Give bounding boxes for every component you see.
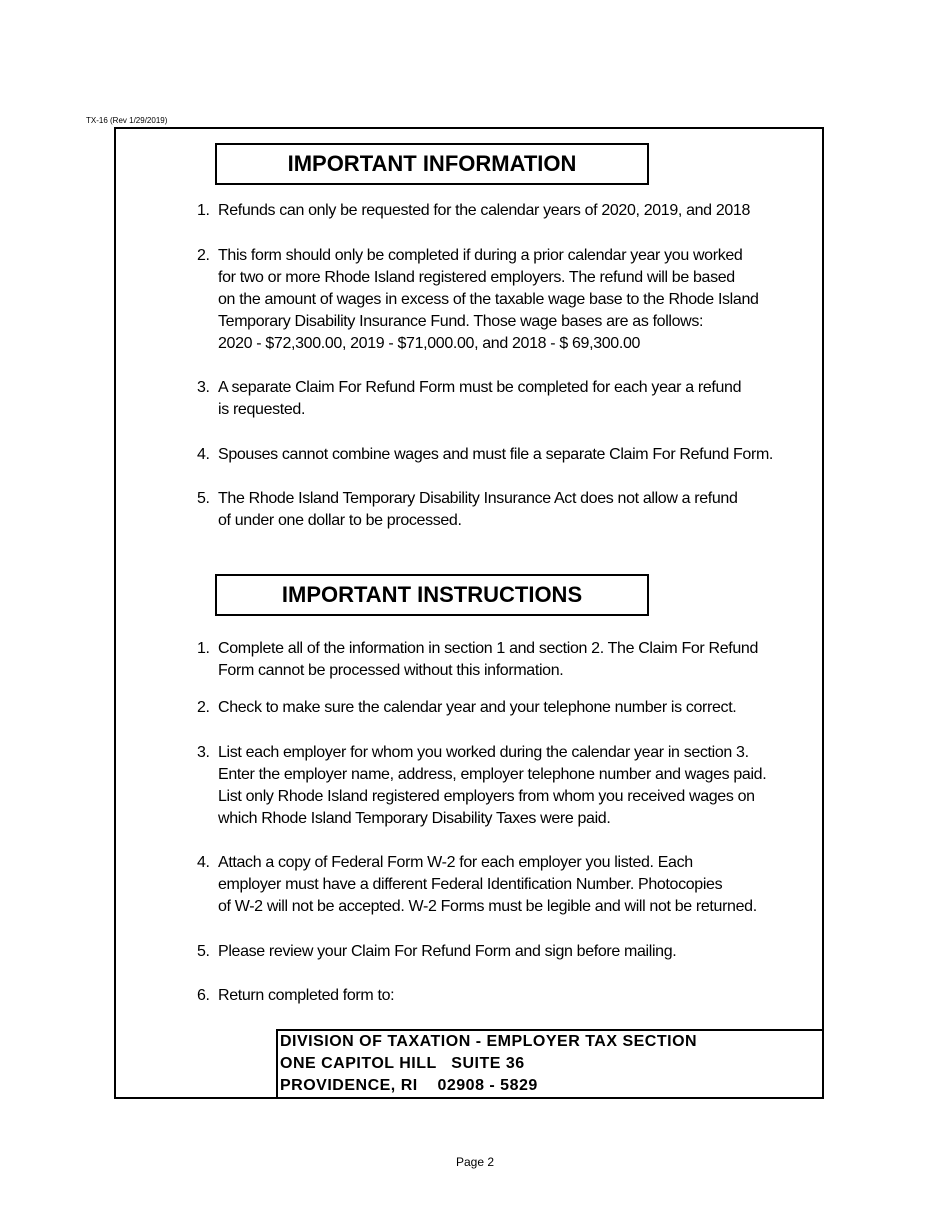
item-number: 5.	[197, 943, 210, 960]
instruction-item-4	[197, 852, 817, 918]
item-number: 2.	[197, 699, 210, 716]
item-text-line: on the amount of wages in excess of the taxable wage base to the Rhode Island	[218, 291, 759, 308]
item-number: 3.	[197, 379, 210, 396]
item-text-line: Form cannot be processed without this information.	[218, 662, 564, 679]
item-text-line: List each employer for whom you worked during the calendar year in section 3.	[218, 744, 749, 761]
item-number: 3.	[197, 744, 210, 761]
instruction-item-6	[197, 985, 817, 1007]
item-text-line: of W-2 will not be accepted. W-2 Forms must be legible and will not be returned.	[218, 898, 757, 915]
item-text-line: of under one dollar to be processed.	[218, 512, 462, 529]
item-text-line: which Rhode Island Temporary Disability Taxes were paid.	[218, 810, 611, 827]
item-number: 1.	[197, 640, 210, 657]
important-information-heading: IMPORTANT INFORMATION	[215, 143, 649, 185]
item-text-line: Refunds can only be requested for the calendar years of 2020, 2019, and 2018	[218, 202, 751, 219]
item-text-line: List only Rhode Island registered employers from whom you received wages on	[218, 788, 755, 805]
item-text-line: Attach a copy of Federal Form W-2 for each employer you listed. Each	[218, 854, 693, 871]
item-text-line: Check to make sure the calendar year and your telephone number is correct.	[218, 699, 737, 716]
information-item-2	[197, 245, 817, 355]
form-page-frame	[114, 127, 824, 1099]
information-item-5	[197, 488, 817, 532]
mailing-address-box	[276, 1029, 824, 1097]
page-number: Page 2	[455, 1155, 495, 1169]
instruction-item-3	[197, 742, 817, 830]
item-text-line: A separate Claim For Refund Form must be completed for each year a refund	[218, 379, 742, 396]
form-revision-id: TX-16 (Rev 1/29/2019)	[86, 116, 168, 125]
item-number: 1.	[197, 202, 210, 219]
important-instructions-heading: IMPORTANT INSTRUCTIONS	[215, 574, 649, 616]
item-text-line: Temporary Disability Insurance Fund. Those wage bases are as follows:	[218, 313, 704, 330]
instruction-item-2	[197, 697, 817, 719]
item-text-line: This form should only be completed if during a prior calendar year you worked	[218, 247, 743, 264]
item-text-line: Spouses cannot combine wages and must file a separate Claim For Refund Form.	[218, 446, 774, 463]
instruction-item-1	[197, 638, 817, 682]
item-text-line: is requested.	[218, 401, 306, 418]
instruction-item-5	[197, 941, 817, 963]
item-number: 6.	[197, 987, 210, 1004]
item-text-line: The Rhode Island Temporary Disability Insurance Act does not allow a refund	[218, 490, 738, 507]
address-line-2: ONE CAPITOL HILL SUITE 36	[280, 1055, 525, 1072]
address-line-1: DIVISION OF TAXATION - EMPLOYER TAX SECTION	[280, 1033, 698, 1050]
item-text-line: employer must have a different Federal Identification Number. Photocopies	[218, 876, 723, 893]
item-number: 2.	[197, 247, 210, 264]
item-number: 4.	[197, 854, 210, 871]
information-item-4	[197, 444, 817, 466]
information-item-1	[197, 200, 817, 222]
item-text-line: Return completed form to:	[218, 987, 395, 1004]
item-number: 5.	[197, 490, 210, 507]
address-line-3: PROVIDENCE, RI 02908 - 5829	[280, 1077, 538, 1094]
information-item-3	[197, 377, 817, 421]
item-number: 4.	[197, 446, 210, 463]
item-text-line: Complete all of the information in section 1 and section 2. The Claim For Refund	[218, 640, 759, 657]
item-text-line: 2020 - $72,300.00, 2019 - $71,000.00, and 2018 - $ 69,300.00	[218, 335, 641, 352]
item-text-line: for two or more Rhode Island registered employers. The refund will be based	[218, 269, 735, 286]
item-text-line: Please review your Claim For Refund Form and sign before mailing.	[218, 943, 677, 960]
item-text-line: Enter the employer name, address, employer telephone number and wages paid.	[218, 766, 767, 783]
